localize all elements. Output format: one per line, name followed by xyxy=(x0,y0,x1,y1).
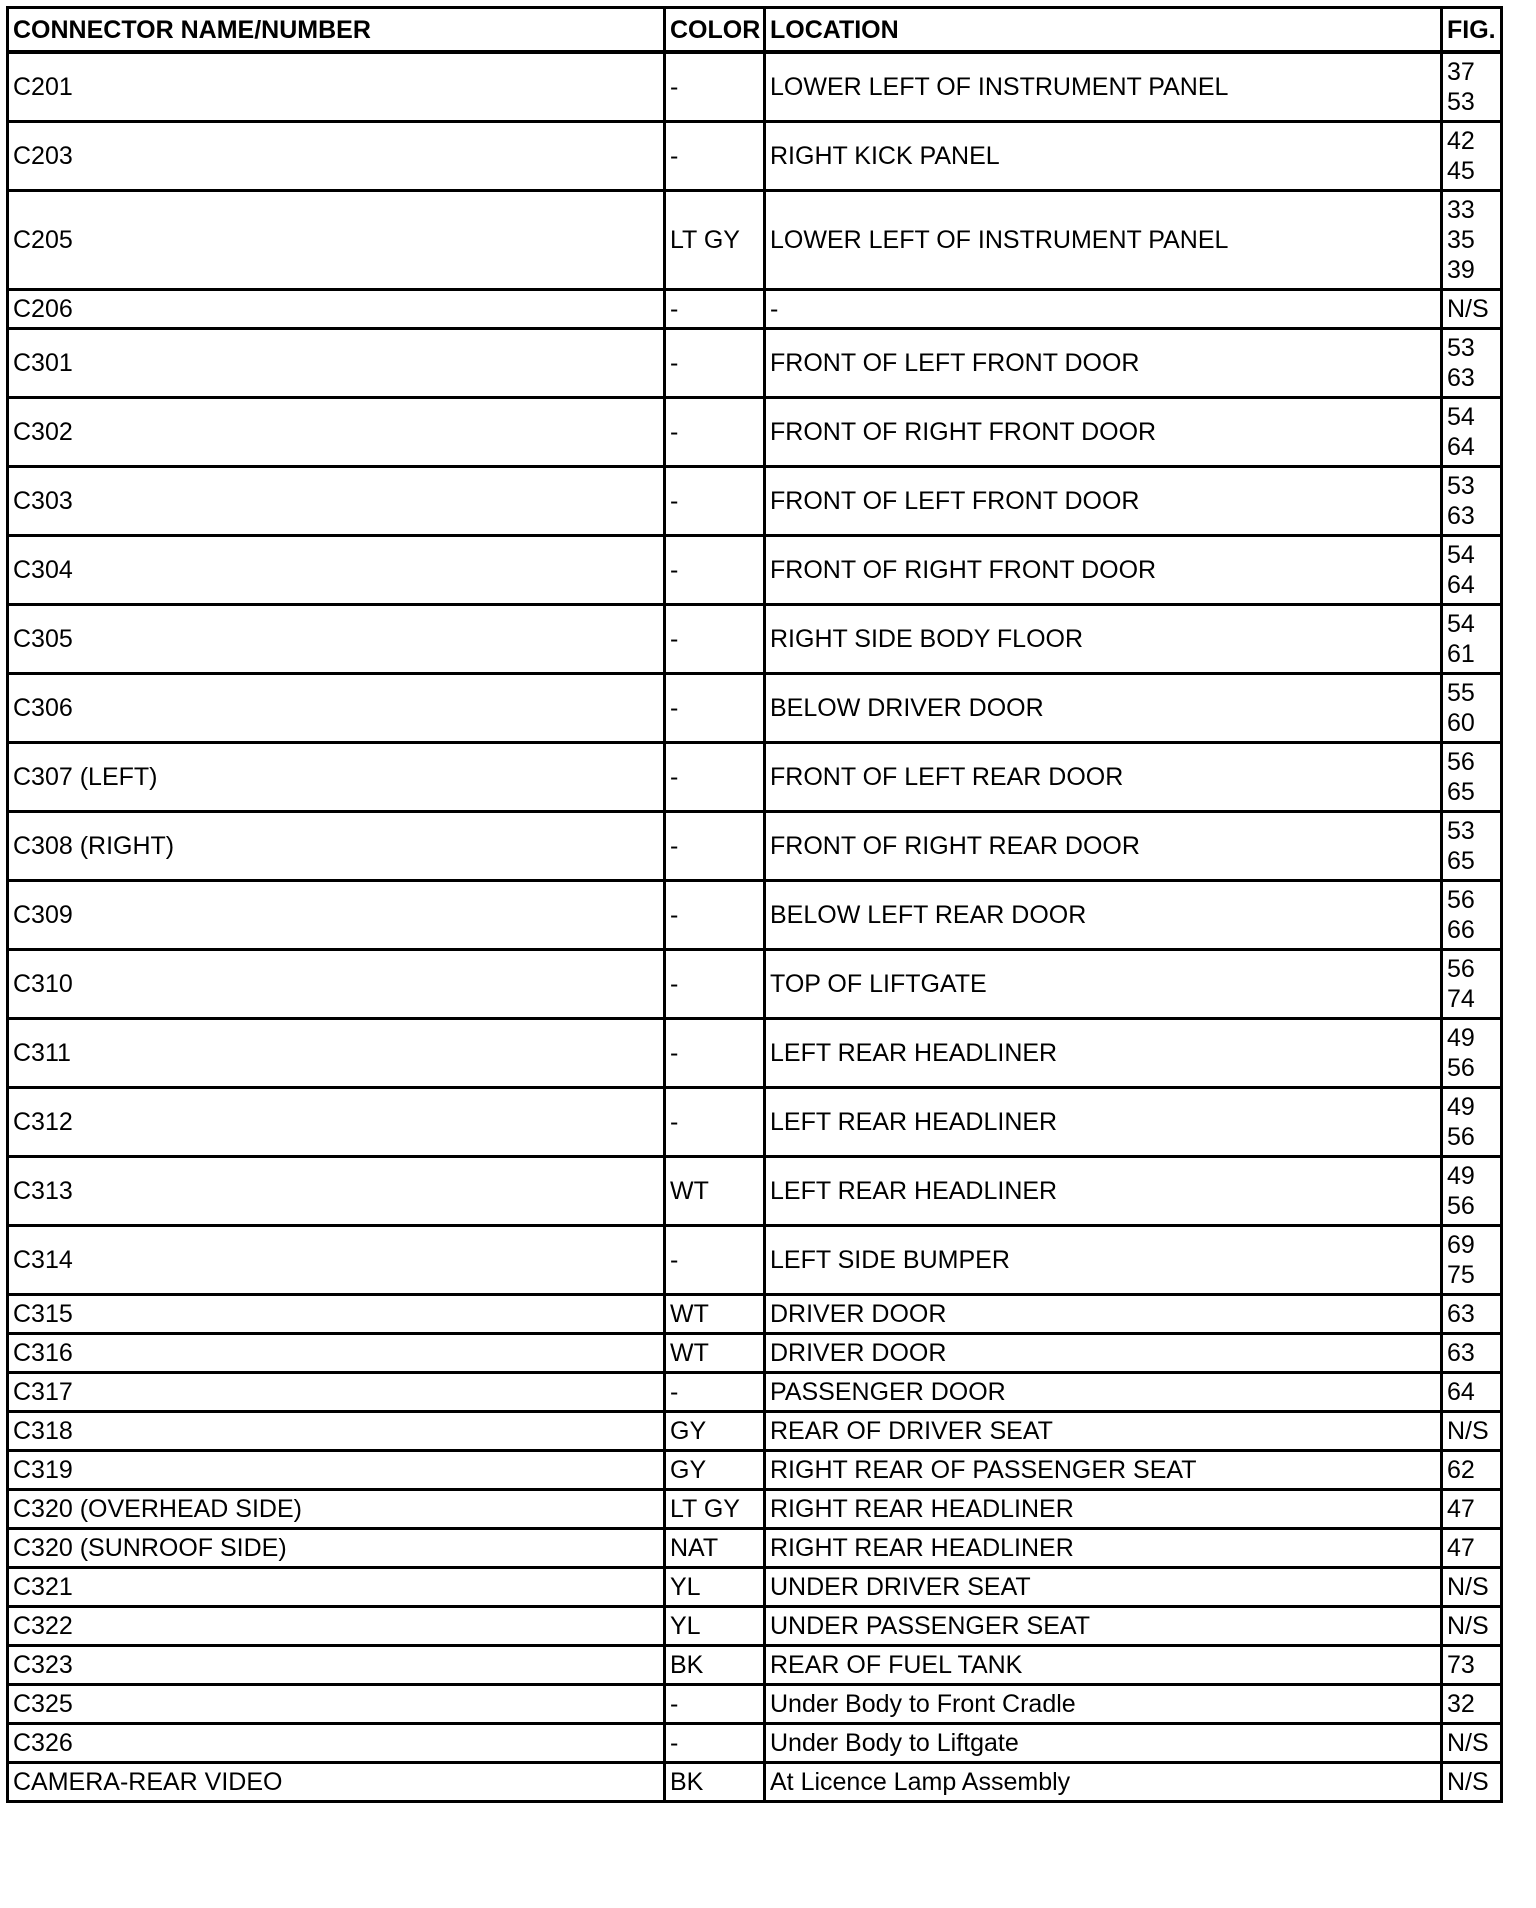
connector-name-cell: C314 xyxy=(8,1226,665,1295)
color-cell: WT xyxy=(665,1295,765,1334)
connector-name-cell: C322 xyxy=(8,1607,665,1646)
color-cell: - xyxy=(665,329,765,398)
fig-number: 74 xyxy=(1447,985,1475,1013)
location-cell: RIGHT REAR HEADLINER xyxy=(765,1529,1442,1568)
table-row xyxy=(8,329,1502,398)
location-cell: DRIVER DOOR xyxy=(765,1334,1442,1373)
fig-cell xyxy=(1442,1334,1502,1373)
fig-number: 65 xyxy=(1447,847,1475,875)
connector-name-cell: C317 xyxy=(8,1373,665,1412)
connector-name-cell: C326 xyxy=(8,1724,665,1763)
connector-name-cell: CAMERA-REAR VIDEO xyxy=(8,1763,665,1802)
table-row xyxy=(8,812,1502,881)
fig-cell xyxy=(1442,674,1502,743)
location-cell: FRONT OF RIGHT REAR DOOR xyxy=(765,812,1442,881)
fig-number: 53 xyxy=(1447,472,1475,500)
table-row xyxy=(8,674,1502,743)
connector-name-cell: C320 (SUNROOF SIDE) xyxy=(8,1529,665,1568)
fig-cell xyxy=(1442,1568,1502,1607)
fig-number: N/S xyxy=(1447,1729,1489,1757)
fig-cell xyxy=(1442,122,1502,191)
location-cell: - xyxy=(765,290,1442,329)
connector-name-cell: C306 xyxy=(8,674,665,743)
color-cell: - xyxy=(665,467,765,536)
fig-cell xyxy=(1442,881,1502,950)
table-row xyxy=(8,1763,1502,1802)
location-cell: RIGHT REAR OF PASSENGER SEAT xyxy=(765,1451,1442,1490)
table-row xyxy=(8,743,1502,812)
fig-cell xyxy=(1442,1607,1502,1646)
fig-number: N/S xyxy=(1447,1768,1489,1796)
connector-name-cell: C308 (RIGHT) xyxy=(8,812,665,881)
table-row xyxy=(8,1451,1502,1490)
color-cell: - xyxy=(665,52,765,122)
fig-cell xyxy=(1442,536,1502,605)
location-cell: LEFT SIDE BUMPER xyxy=(765,1226,1442,1295)
fig-number: 54 xyxy=(1447,541,1475,569)
connector-name-cell: C305 xyxy=(8,605,665,674)
table-row xyxy=(8,290,1502,329)
location-cell: FRONT OF RIGHT FRONT DOOR xyxy=(765,536,1442,605)
table-row xyxy=(8,1607,1502,1646)
fig-number: 65 xyxy=(1447,778,1475,806)
table-row xyxy=(8,1226,1502,1295)
location-cell: LOWER LEFT OF INSTRUMENT PANEL xyxy=(765,191,1442,290)
header-location: LOCATION xyxy=(765,8,1442,53)
connector-name-cell: C303 xyxy=(8,467,665,536)
color-cell: - xyxy=(665,812,765,881)
connector-name-cell: C309 xyxy=(8,881,665,950)
fig-cell xyxy=(1442,950,1502,1019)
color-cell: LT GY xyxy=(665,1490,765,1529)
table-row xyxy=(8,1685,1502,1724)
table-row xyxy=(8,1334,1502,1373)
fig-cell xyxy=(1442,290,1502,329)
fig-number: 69 xyxy=(1447,1231,1475,1259)
fig-cell xyxy=(1442,329,1502,398)
color-cell: - xyxy=(665,1019,765,1088)
fig-number: 64 xyxy=(1447,433,1475,461)
fig-number: 53 xyxy=(1447,88,1475,116)
table-header-row xyxy=(8,8,1502,53)
fig-cell xyxy=(1442,1646,1502,1685)
location-cell: LEFT REAR HEADLINER xyxy=(765,1019,1442,1088)
connector-name-cell: C315 xyxy=(8,1295,665,1334)
color-cell: NAT xyxy=(665,1529,765,1568)
fig-number: 73 xyxy=(1447,1651,1475,1679)
color-cell: GY xyxy=(665,1412,765,1451)
connector-name-cell: C321 xyxy=(8,1568,665,1607)
fig-cell xyxy=(1442,743,1502,812)
table-row xyxy=(8,1646,1502,1685)
table-row xyxy=(8,398,1502,467)
location-cell: PASSENGER DOOR xyxy=(765,1373,1442,1412)
table-row xyxy=(8,1724,1502,1763)
fig-cell xyxy=(1442,1763,1502,1802)
color-cell: - xyxy=(665,605,765,674)
location-cell: At Licence Lamp Assembly xyxy=(765,1763,1442,1802)
fig-cell xyxy=(1442,1685,1502,1724)
table-row xyxy=(8,122,1502,191)
table-row xyxy=(8,467,1502,536)
color-cell: - xyxy=(665,290,765,329)
fig-cell xyxy=(1442,1157,1502,1226)
color-cell: - xyxy=(665,1226,765,1295)
fig-number: 47 xyxy=(1447,1534,1475,1562)
location-cell: UNDER DRIVER SEAT xyxy=(765,1568,1442,1607)
fig-number: 49 xyxy=(1447,1162,1475,1190)
fig-number: 54 xyxy=(1447,403,1475,431)
header-fig: FIG. xyxy=(1442,8,1502,53)
fig-number: 54 xyxy=(1447,610,1475,638)
fig-number: 63 xyxy=(1447,502,1475,530)
fig-number: 64 xyxy=(1447,1378,1475,1406)
fig-number: 53 xyxy=(1447,817,1475,845)
connector-name-cell: C313 xyxy=(8,1157,665,1226)
fig-number: 45 xyxy=(1447,157,1475,185)
connector-name-cell: C311 xyxy=(8,1019,665,1088)
table-row xyxy=(8,52,1502,122)
connector-name-cell: C301 xyxy=(8,329,665,398)
location-cell: FRONT OF LEFT REAR DOOR xyxy=(765,743,1442,812)
fig-cell xyxy=(1442,398,1502,467)
color-cell: YL xyxy=(665,1568,765,1607)
fig-number: 33 xyxy=(1447,196,1475,224)
table-row xyxy=(8,536,1502,605)
location-cell: BELOW DRIVER DOOR xyxy=(765,674,1442,743)
table-row xyxy=(8,1088,1502,1157)
color-cell: - xyxy=(665,1088,765,1157)
location-cell: FRONT OF LEFT FRONT DOOR xyxy=(765,467,1442,536)
table-row xyxy=(8,881,1502,950)
fig-number: 49 xyxy=(1447,1093,1475,1121)
color-cell: - xyxy=(665,743,765,812)
fig-cell xyxy=(1442,1529,1502,1568)
color-cell: - xyxy=(665,950,765,1019)
color-cell: - xyxy=(665,1373,765,1412)
location-cell: LOWER LEFT OF INSTRUMENT PANEL xyxy=(765,52,1442,122)
color-cell: WT xyxy=(665,1334,765,1373)
fig-number: 39 xyxy=(1447,256,1475,284)
location-cell: BELOW LEFT REAR DOOR xyxy=(765,881,1442,950)
fig-cell xyxy=(1442,1724,1502,1763)
table-row xyxy=(8,1490,1502,1529)
fig-number: 62 xyxy=(1447,1456,1475,1484)
fig-number: N/S xyxy=(1447,295,1489,323)
fig-number: N/S xyxy=(1447,1612,1489,1640)
header-color: COLOR xyxy=(665,8,765,53)
color-cell: - xyxy=(665,1685,765,1724)
fig-number: 63 xyxy=(1447,1339,1475,1367)
fig-cell xyxy=(1442,1019,1502,1088)
fig-cell xyxy=(1442,1088,1502,1157)
color-cell: - xyxy=(665,1724,765,1763)
location-cell: DRIVER DOOR xyxy=(765,1295,1442,1334)
location-cell: TOP OF LIFTGATE xyxy=(765,950,1442,1019)
fig-number: 35 xyxy=(1447,226,1475,254)
table-row xyxy=(8,1568,1502,1607)
color-cell: GY xyxy=(665,1451,765,1490)
connector-table xyxy=(6,6,1503,1803)
fig-number: 56 xyxy=(1447,1192,1475,1220)
location-cell: FRONT OF RIGHT FRONT DOOR xyxy=(765,398,1442,467)
location-cell: Under Body to Liftgate xyxy=(765,1724,1442,1763)
fig-number: 56 xyxy=(1447,955,1475,983)
connector-name-cell: C316 xyxy=(8,1334,665,1373)
connector-name-cell: C319 xyxy=(8,1451,665,1490)
color-cell: BK xyxy=(665,1763,765,1802)
fig-number: 56 xyxy=(1447,1054,1475,1082)
location-cell: RIGHT KICK PANEL xyxy=(765,122,1442,191)
location-cell: RIGHT SIDE BODY FLOOR xyxy=(765,605,1442,674)
fig-cell xyxy=(1442,1451,1502,1490)
table-row xyxy=(8,1019,1502,1088)
fig-number: 49 xyxy=(1447,1024,1475,1052)
header-connector-name: CONNECTOR NAME/NUMBER xyxy=(8,8,665,53)
fig-number: 37 xyxy=(1447,58,1475,86)
location-cell: LEFT REAR HEADLINER xyxy=(765,1157,1442,1226)
table-row xyxy=(8,1295,1502,1334)
color-cell: - xyxy=(665,122,765,191)
connector-name-cell: C323 xyxy=(8,1646,665,1685)
color-cell: - xyxy=(665,536,765,605)
location-cell: REAR OF FUEL TANK xyxy=(765,1646,1442,1685)
color-cell: - xyxy=(665,881,765,950)
fig-number: 60 xyxy=(1447,709,1475,737)
table-row xyxy=(8,191,1502,290)
fig-number: 56 xyxy=(1447,748,1475,776)
fig-cell xyxy=(1442,1226,1502,1295)
fig-cell xyxy=(1442,52,1502,122)
connector-name-cell: C318 xyxy=(8,1412,665,1451)
color-cell: BK xyxy=(665,1646,765,1685)
fig-number: 47 xyxy=(1447,1495,1475,1523)
fig-number: 55 xyxy=(1447,679,1475,707)
fig-cell xyxy=(1442,1490,1502,1529)
connector-name-cell: C312 xyxy=(8,1088,665,1157)
color-cell: WT xyxy=(665,1157,765,1226)
color-cell: YL xyxy=(665,1607,765,1646)
location-cell: FRONT OF LEFT FRONT DOOR xyxy=(765,329,1442,398)
table-row xyxy=(8,950,1502,1019)
fig-cell xyxy=(1442,1373,1502,1412)
fig-number: 63 xyxy=(1447,364,1475,392)
connector-name-cell: C304 xyxy=(8,536,665,605)
location-cell: RIGHT REAR HEADLINER xyxy=(765,1490,1442,1529)
fig-number: N/S xyxy=(1447,1573,1489,1601)
connector-name-cell: C302 xyxy=(8,398,665,467)
fig-number: 56 xyxy=(1447,886,1475,914)
color-cell: - xyxy=(665,674,765,743)
fig-number: 64 xyxy=(1447,571,1475,599)
fig-cell xyxy=(1442,191,1502,290)
connector-table-sheet xyxy=(6,6,1500,1803)
location-cell: LEFT REAR HEADLINER xyxy=(765,1088,1442,1157)
table-row xyxy=(8,1157,1502,1226)
fig-number: 75 xyxy=(1447,1261,1475,1289)
connector-name-cell: C203 xyxy=(8,122,665,191)
table-row xyxy=(8,1373,1502,1412)
fig-cell xyxy=(1442,605,1502,674)
fig-number: 32 xyxy=(1447,1690,1475,1718)
fig-number: N/S xyxy=(1447,1417,1489,1445)
fig-cell xyxy=(1442,467,1502,536)
connector-name-cell: C320 (OVERHEAD SIDE) xyxy=(8,1490,665,1529)
fig-number: 56 xyxy=(1447,1123,1475,1151)
fig-cell xyxy=(1442,1412,1502,1451)
color-cell: LT GY xyxy=(665,191,765,290)
fig-number: 61 xyxy=(1447,640,1475,668)
fig-number: 42 xyxy=(1447,127,1475,155)
table-row xyxy=(8,1412,1502,1451)
location-cell: UNDER PASSENGER SEAT xyxy=(765,1607,1442,1646)
fig-number: 53 xyxy=(1447,334,1475,362)
table-body xyxy=(8,52,1502,1802)
connector-name-cell: C325 xyxy=(8,1685,665,1724)
table-row xyxy=(8,605,1502,674)
color-cell: - xyxy=(665,398,765,467)
connector-name-cell: C206 xyxy=(8,290,665,329)
connector-name-cell: C310 xyxy=(8,950,665,1019)
location-cell: REAR OF DRIVER SEAT xyxy=(765,1412,1442,1451)
connector-name-cell: C205 xyxy=(8,191,665,290)
fig-number: 66 xyxy=(1447,916,1475,944)
connector-name-cell: C307 (LEFT) xyxy=(8,743,665,812)
fig-cell xyxy=(1442,1295,1502,1334)
fig-number: 63 xyxy=(1447,1300,1475,1328)
fig-cell xyxy=(1442,812,1502,881)
location-cell: Under Body to Front Cradle xyxy=(765,1685,1442,1724)
table-row xyxy=(8,1529,1502,1568)
connector-name-cell: C201 xyxy=(8,52,665,122)
